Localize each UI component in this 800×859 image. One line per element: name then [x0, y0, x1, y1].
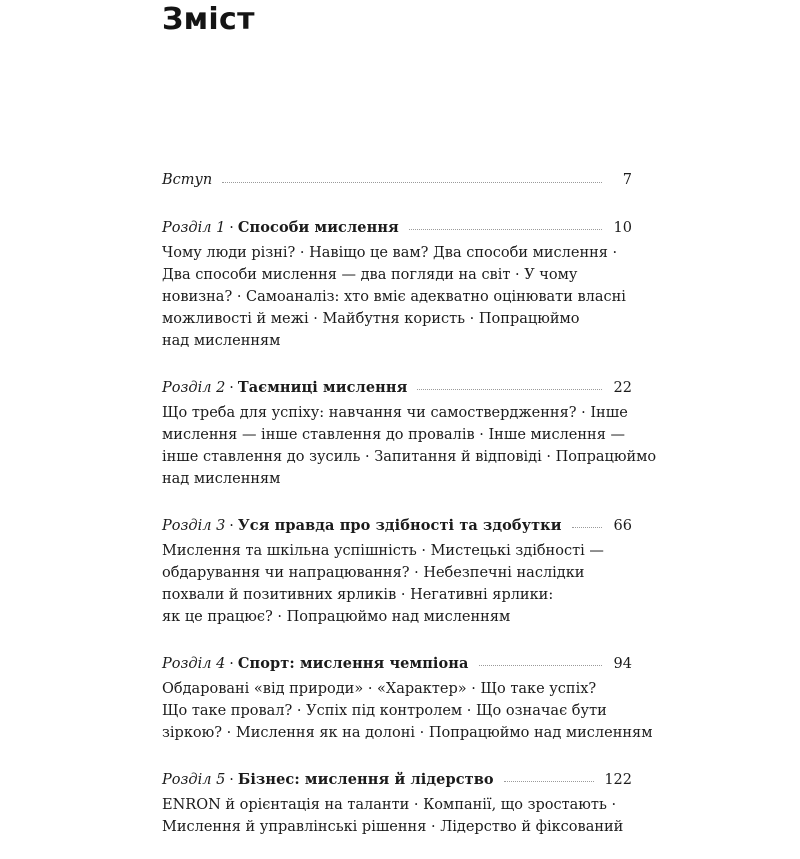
dot-leader	[409, 229, 602, 230]
toc-entry-head	[162, 649, 632, 678]
topic-line: над мисленням	[162, 333, 281, 349]
chapter-topics	[162, 794, 632, 838]
chapter-label: Розділ 4	[162, 656, 226, 672]
chapter-title: Бізнес: мислення й лідерство	[237, 771, 494, 788]
page-number: 94	[613, 656, 632, 672]
topic-line: новизна? · Самоаналіз: хто вміє адекватно оцінювати власні	[162, 289, 626, 305]
dot-leader	[504, 781, 595, 782]
separator-dot: ·	[229, 656, 234, 672]
page-title: Зміст	[162, 2, 255, 37]
chapter-title: Таємниці мислення	[237, 379, 408, 396]
dot-leader	[417, 389, 602, 390]
topic-line: ENRON й орієнтація на таланти · Компанії, що зростають ·	[162, 797, 617, 813]
toc-entry-chapter-3	[162, 511, 632, 628]
topic-line: Що треба для успіху: навчання чи самоствердження? · Інше	[162, 405, 628, 421]
chapter-title: Спорт: мислення чемпіона	[237, 655, 469, 672]
chapter-label: Розділ 5	[162, 772, 226, 788]
toc-entry-intro	[162, 166, 632, 195]
dot-leader	[222, 182, 602, 183]
chapter-label: Вступ	[162, 172, 213, 188]
topic-line: можливості й межі · Майбутня користь · Попрацюймо	[162, 311, 580, 327]
chapter-topics	[162, 242, 632, 352]
separator-dot: ·	[229, 772, 234, 788]
topic-line: зіркою? · Мислення як на долоні · Попрацюймо над мисленням	[162, 725, 653, 741]
separator-dot: ·	[229, 220, 234, 236]
toc-entry-head	[162, 373, 632, 402]
page-number: 7	[622, 172, 632, 188]
chapter-title: Уся правда про здібності та здобутки	[237, 517, 562, 534]
toc-entry-head	[162, 166, 632, 195]
table-of-contents	[162, 166, 657, 859]
topic-line: інше ставлення до зусиль · Запитання й відповіді · Попрацюймо	[162, 449, 657, 465]
topic-line: Мислення й управлінські рішення · Лідерство й фіксований	[162, 819, 624, 835]
page-number: 22	[613, 380, 632, 396]
topic-line: Чому люди різні? · Навіщо це вам? Два способи мислення ·	[162, 245, 618, 261]
chapter-label: Розділ 3	[162, 518, 226, 534]
topic-line: Що таке провал? · Успіх під контролем · Що означає бути	[162, 703, 607, 719]
chapter-topics	[162, 402, 657, 490]
topic-line: похвали й позитивних ярликів · Негативні ярлики:	[162, 587, 554, 603]
dot-leader	[479, 665, 602, 666]
toc-entry-head	[162, 213, 632, 242]
toc-entry-chapter-1	[162, 213, 632, 352]
topic-line: над мисленням	[162, 471, 281, 487]
toc-entry-chapter-2	[162, 373, 657, 490]
topic-line: Два способи мислення — два погляди на світ · У чому	[162, 267, 578, 283]
topic-line: Мислення та шкільна успішність · Мистецькі здібності —	[162, 543, 604, 559]
topic-line: обдарування чи напрацювання? · Небезпечні наслідки	[162, 565, 585, 581]
page-number: 10	[613, 220, 632, 236]
page-number: 122	[604, 772, 632, 788]
chapter-label: Розділ 1	[162, 220, 226, 236]
page-number: 66	[613, 518, 632, 534]
topic-line: Обдаровані «від природи» · «Характер» · Що таке успіх?	[162, 681, 597, 697]
separator-dot: ·	[229, 518, 234, 534]
toc-entry-chapter-5	[162, 765, 632, 838]
topic-line: мислення — інше ставлення до провалів · Інше мислення —	[162, 427, 625, 443]
chapter-title: Способи мислення	[237, 219, 399, 236]
separator-dot: ·	[229, 380, 234, 396]
chapter-topics	[162, 678, 653, 744]
chapter-label: Розділ 2	[162, 380, 226, 396]
toc-entry-head	[162, 765, 632, 794]
topic-line: як це працює? · Попрацюймо над мисленням	[162, 609, 511, 625]
toc-entry-chapter-4	[162, 649, 653, 744]
toc-entry-head	[162, 511, 632, 540]
chapter-topics	[162, 540, 632, 628]
dot-leader	[572, 527, 602, 528]
